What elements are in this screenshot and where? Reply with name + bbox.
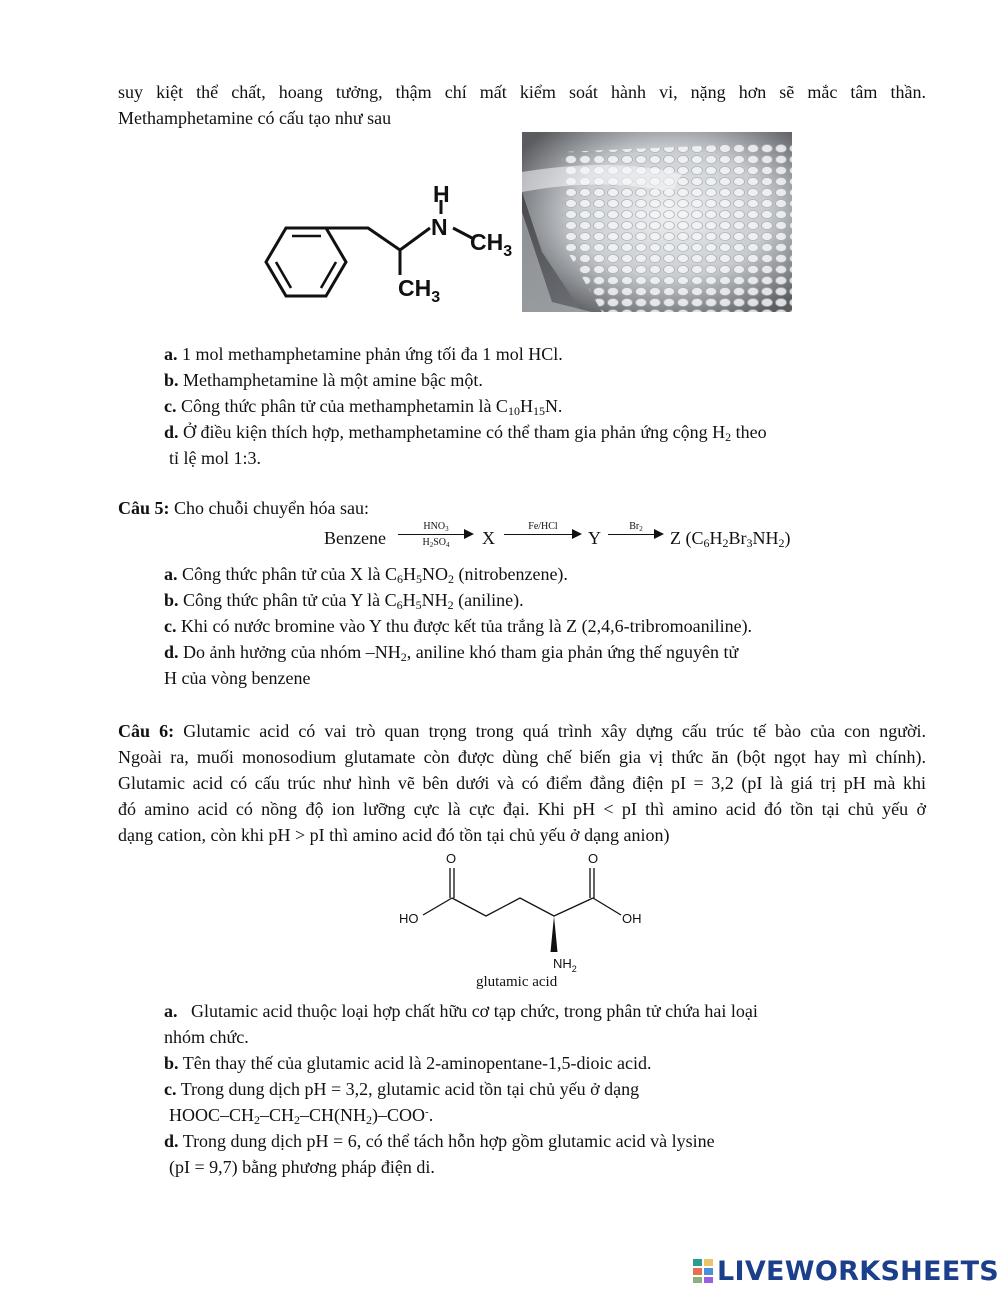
q6-option-d: d. Trong dung dịch pH = 6, có thể tách hỗn hợp gồm glutamic acid và lysine [164, 1131, 715, 1151]
q6-option-b: b. Tên thay thế của glutamic acid là 2-aminopentane-1,5-dioic acid. [164, 1053, 652, 1073]
arrow-1 [398, 522, 474, 554]
arrow-1-reagent-top: $HNO_3$ [423, 521, 449, 533]
methamphetamine-crystals-photo [522, 132, 792, 312]
q6-paragraph [118, 718, 926, 848]
q6-line-2: Ngoài ra, muối monosodium glutamate còn được dùng chế biến gia vị thức ăn (bột ngọt hay mì chính). [118, 747, 926, 767]
arrow-2 [504, 522, 582, 554]
q4-option-b: b. Methamphetamine là một amine bậc một. [164, 370, 483, 390]
meth-ch3-right-label: $CH_3$ [470, 229, 513, 260]
arrow-3-head-icon [654, 529, 664, 539]
meth-n-label: N [431, 214, 448, 240]
glutamic-acid-caption: glutamic acid [476, 974, 558, 990]
scheme-x: X [482, 528, 495, 548]
q6-option-a-line2: nhóm chức. [164, 1027, 249, 1047]
scheme-z: Z $(C_6H_2Br_3NH_2)$ [670, 528, 791, 550]
arrow-3-reagent-top: $Br_2$ [629, 521, 643, 533]
q4-option-a: a. 1 mol methamphetamine phản ứng tối đa 1 mol HCl. [164, 344, 563, 364]
q5-reaction-scheme [324, 522, 804, 558]
intro-paragraph [118, 80, 926, 132]
methamphetamine-structure [248, 178, 523, 308]
q6-line-1: Câu 6: Glutamic acid có vai trò quan trọng trong quá trình xây dựng cấu trúc tế bào của con người. [118, 721, 926, 741]
meth-h-label: H [433, 181, 450, 207]
liveworksheets-logo[interactable] [692, 1254, 999, 1288]
q5-option-d: d. Do ảnh hưởng của nhóm $-NH_2$, aniline khó tham gia phản ứng thế nguyên tử [164, 642, 739, 664]
q5-option-d-line2: H của vòng benzene [164, 668, 311, 688]
scheme-benzene: Benzene [324, 528, 386, 548]
q4-option-c: c. Công thức phân tử của methamphetamin là $C_{10}H_{15}N$. [164, 396, 563, 418]
q6-line-5: dạng cation, còn khi pH > pI thì amino acid đó tồn tại chủ yếu ở dạng anion) [118, 825, 670, 845]
q5-prompt: Câu 5: Cho chuỗi chuyển hóa sau: [118, 498, 369, 518]
q6-line-4: đó amino acid có nồng độ ion lưỡng cực là cực đại. Khi pH < pI thì amino acid đó tồn tại chủ yếu ở [118, 799, 926, 819]
glu-o-left: O [446, 851, 457, 866]
arrow-2-reagent-top: Fe/HCl [528, 521, 558, 532]
arrow-3 [608, 522, 664, 554]
liveworksheets-logo-text: LIVEWORKSHEETS [717, 1255, 1000, 1287]
scheme-y: Y [588, 528, 601, 548]
intro-line-1: suy kiệt thể chất, hoang tưởng, thậm chí mất kiểm soát hành vi, nặng hơn sẽ mắc tâm thần. [118, 82, 926, 102]
glu-nh2: $NH_2$ [553, 956, 577, 974]
q6-option-c: c. Trong dung dịch pH = 3,2, glutamic acid tồn tại chủ yếu ở dạng [164, 1079, 640, 1099]
arrow-2-head-icon [572, 529, 582, 539]
arrow-1-reagent-bottom: $H_2SO_4$ [422, 537, 450, 549]
q6-line-3: Glutamic acid có cấu trúc như hình vẽ bên dưới và có điểm đẳng điện pI = 3,2 (pI là giá trị pH mà khi [118, 773, 926, 793]
liveworksheets-logo-icon [692, 1258, 714, 1284]
q4-option-d-line2: tỉ lệ mol 1:3. [169, 448, 261, 468]
meth-ch3-bottom-label: $CH_3$ [398, 275, 441, 306]
q6-option-c-formula: HOOC–$CH_2-CH_2-CH(NH_2)-COO^-$. [169, 1105, 434, 1127]
q6-option-d-line2: (pI = 9,7) bằng phương pháp điện di. [169, 1157, 435, 1177]
q5-option-a: a. Công thức phân tử của X là $C_6H_5NO_2$ (nitrobenzene). [164, 564, 568, 586]
q5-option-c: c. Khi có nước bromine vào Y thu được kết tủa trắng là Z (2,4,6-tribromoaniline). [164, 616, 753, 636]
intro-line-2: Methamphetamine có cấu tạo như sau [118, 107, 392, 128]
crystals-image [522, 132, 792, 312]
q4-option-d: d. Ở điều kiện thích hợp, methamphetamine có thể tham gia phản ứng cộng $H_2$ theo [164, 422, 767, 444]
glu-ho: HO [399, 911, 419, 926]
q6-option-a: a. Glutamic acid thuộc loại hợp chất hữu cơ tạp chức, trong phân tử chứa hai loại [164, 1001, 758, 1021]
q5-option-b: b. Công thức phân tử của Y là $C_6H_5NH_2$ (aniline). [164, 590, 524, 612]
glu-oh: OH [622, 911, 642, 926]
glu-o-right: O [588, 851, 599, 866]
